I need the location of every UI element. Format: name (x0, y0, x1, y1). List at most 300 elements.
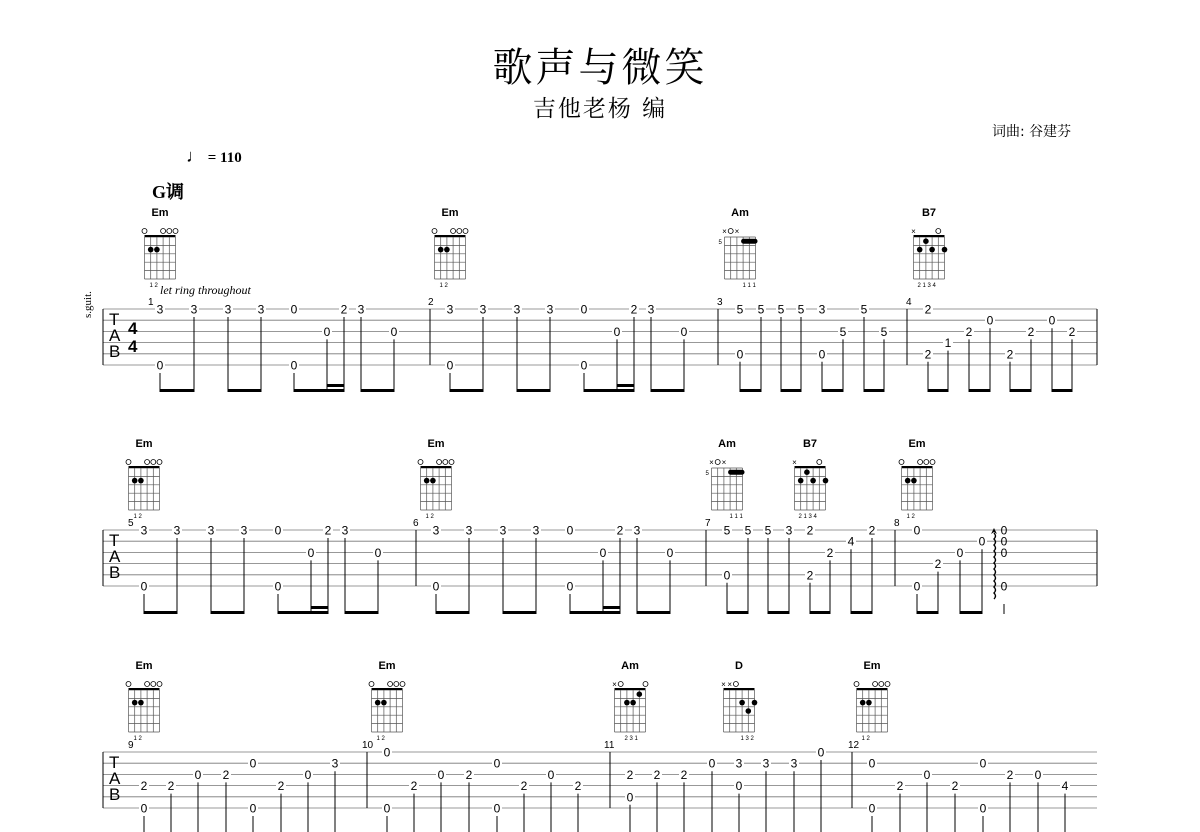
muted-string-icon: × (721, 680, 726, 689)
open-string-icon (817, 460, 822, 465)
fret-number: 0 (374, 545, 382, 560)
finger-dot (911, 478, 917, 484)
fret-number: 0 (383, 745, 391, 760)
key-signature-label: G调 (152, 182, 185, 202)
open-string-icon (157, 460, 162, 465)
fret-number: 2 (520, 779, 528, 794)
fret-number: 0 (140, 801, 148, 816)
fret-number: 3 (156, 302, 164, 317)
fret-number: 0 (566, 523, 574, 538)
fret-number: 5 (764, 523, 772, 538)
open-string-icon (449, 460, 454, 465)
measure-number: 7 (705, 518, 711, 529)
beam (822, 389, 843, 392)
chord-nut (615, 688, 646, 690)
fret-number: 2 (965, 324, 973, 339)
barre-bar (728, 470, 744, 475)
beam (637, 611, 670, 614)
fret-number: 0 (735, 779, 743, 794)
fret-number: 5 (757, 302, 765, 317)
finger-dot (624, 700, 630, 706)
beam (436, 611, 469, 614)
finger-dot (752, 700, 758, 706)
fret-number: 0 (390, 324, 398, 339)
fret-number: 3 (140, 523, 148, 538)
fret-number: 3 (240, 523, 248, 538)
finger-dot (810, 478, 816, 484)
fret-number: 5 (723, 523, 731, 538)
beam (584, 389, 634, 392)
beam (740, 389, 761, 392)
fret-number: 3 (513, 302, 521, 317)
tab-clef-letter: B (109, 342, 121, 361)
beam-secondary (327, 384, 344, 387)
fret-number: 0 (626, 790, 634, 805)
finger-dot (132, 478, 138, 484)
fret-number: 0 (666, 545, 674, 560)
fret-number: 0 (274, 579, 282, 594)
fret-number: 0 (493, 756, 501, 771)
finger-dot (798, 478, 804, 484)
beam (1010, 389, 1031, 392)
chord-nut (372, 688, 403, 690)
chord-fingering: 2 3 1 (624, 736, 638, 742)
beam (570, 611, 620, 614)
fret-number: 3 (647, 302, 655, 317)
fret-number: 2 (465, 767, 473, 782)
open-string-icon (161, 229, 166, 234)
fret-number: 5 (797, 302, 805, 317)
fret-number: 3 (499, 523, 507, 538)
fret-number: 3 (357, 302, 365, 317)
chord-nut (902, 466, 933, 468)
chord-fingering: 1 2 (149, 283, 158, 289)
open-string-icon (167, 229, 172, 234)
fret-number: 5 (736, 302, 744, 317)
finger-dot (860, 700, 866, 706)
muted-string-icon: × (721, 458, 727, 467)
muted-string-icon: × (727, 680, 733, 689)
fret-number: 0 (1000, 545, 1008, 560)
fret-number: 2 (653, 767, 661, 782)
arranger-credit: 吉他老杨 编 (532, 96, 668, 122)
fret-number: 5 (860, 302, 868, 317)
fret-number: 3 (532, 523, 540, 538)
open-string-icon (879, 682, 884, 687)
chord-name: Em (135, 438, 153, 450)
chord-fingering: 1 2 (425, 514, 434, 520)
fret-number: 0 (979, 801, 987, 816)
muted-string-icon: × (722, 227, 727, 236)
fret-number: 0 (923, 767, 931, 782)
measure-number: 10 (362, 740, 374, 751)
chord-name: B7 (802, 438, 818, 450)
fret-number: 2 (410, 779, 418, 794)
fret-number: 3 (465, 523, 473, 538)
chord-fingering: 1 2 (133, 736, 142, 742)
open-string-icon (618, 682, 623, 687)
chord-fingering: 1 1 1 (729, 514, 743, 520)
fret-number: 0 (818, 347, 826, 362)
fret-number: 3 (173, 523, 181, 538)
fret-number: 4 (1061, 779, 1069, 794)
fret-number: 3 (341, 523, 349, 538)
fret-number: 3 (446, 302, 454, 317)
fret-number: 0 (956, 545, 964, 560)
measure-number: 11 (604, 740, 615, 751)
open-string-icon (873, 682, 878, 687)
fret-number: 0 (432, 579, 440, 594)
beam (928, 389, 948, 392)
fret-number: 3 (257, 302, 265, 317)
let-ring-instruction: let ring throughout (160, 283, 251, 297)
fret-number: 2 (868, 523, 876, 538)
tempo-value: = 110 (207, 150, 242, 166)
fret-number: 2 (680, 767, 688, 782)
open-string-icon (643, 682, 648, 687)
fret-number: 3 (735, 756, 743, 771)
beam (294, 389, 344, 392)
fret-number: 2 (806, 568, 814, 583)
fret-number: 5 (839, 324, 847, 339)
fret-number: 2 (806, 523, 814, 538)
fret-number: 2 (1006, 347, 1014, 362)
fret-number: 2 (1027, 324, 1035, 339)
fret-number: 0 (274, 523, 282, 538)
open-string-icon (151, 460, 156, 465)
beam (1052, 389, 1072, 392)
fret-number: 3 (546, 302, 554, 317)
fret-number: 2 (616, 523, 624, 538)
fret-number: 0 (599, 545, 607, 560)
finger-dot (942, 247, 948, 253)
chord-nut (914, 235, 945, 237)
finger-dot (148, 247, 154, 253)
muted-string-icon: × (734, 227, 740, 236)
fret-number: 0 (986, 313, 994, 328)
beam (517, 389, 550, 392)
fret-number: 0 (290, 302, 298, 317)
time-signature-bottom: 4 (128, 337, 138, 356)
beam (969, 389, 990, 392)
fret-number: 0 (913, 523, 921, 538)
chord-fingering: 1 2 (376, 736, 385, 742)
fret-number: 4 (847, 534, 855, 549)
fret-number: 0 (249, 756, 257, 771)
finger-dot (804, 469, 810, 475)
open-string-icon (145, 460, 150, 465)
chord-fret-position: 5 (718, 240, 722, 246)
beam (781, 389, 801, 392)
beam (211, 611, 244, 614)
muted-string-icon: × (792, 458, 797, 467)
open-string-icon (457, 229, 462, 234)
fret-number: 0 (156, 358, 164, 373)
beam (144, 611, 177, 614)
muted-string-icon: × (911, 227, 916, 236)
fret-number: 0 (736, 347, 744, 362)
fret-number: 0 (290, 358, 298, 373)
tab-clef-letter: A (109, 547, 121, 566)
arpeggio-wave (994, 533, 996, 599)
fret-number: 3 (762, 756, 770, 771)
beam (851, 611, 872, 614)
finger-dot (154, 247, 160, 253)
open-string-icon (394, 682, 399, 687)
fret-number: 0 (194, 767, 202, 782)
open-string-icon (157, 682, 162, 687)
open-string-icon (126, 460, 131, 465)
chord-nut (421, 466, 452, 468)
beam-secondary (603, 606, 620, 609)
fret-number: 0 (1048, 313, 1056, 328)
beam (810, 611, 830, 614)
measure-number: 12 (848, 740, 860, 751)
fret-number: 0 (307, 545, 315, 560)
beam (960, 611, 982, 614)
tab-clef-letter: B (109, 563, 121, 582)
fret-number: 5 (880, 324, 888, 339)
muted-string-icon: × (612, 680, 617, 689)
fret-number: 3 (479, 302, 487, 317)
beam (727, 611, 748, 614)
fret-number: 2 (324, 523, 332, 538)
fret-number: 3 (190, 302, 198, 317)
chord-fingering: 1 2 (861, 736, 870, 742)
beam (768, 611, 789, 614)
fret-number: 0 (566, 579, 574, 594)
chord-nut (435, 235, 466, 237)
fret-number: 2 (626, 767, 634, 782)
fret-number: 2 (167, 779, 175, 794)
measure-number: 3 (717, 297, 723, 308)
chord-name: Am (731, 207, 749, 219)
fret-number: 2 (630, 302, 638, 317)
fret-number: 2 (951, 779, 959, 794)
beam (160, 389, 194, 392)
tab-clef-letter: T (109, 753, 120, 772)
chord-nut (857, 688, 888, 690)
open-string-icon (126, 682, 131, 687)
fret-number: 2 (277, 779, 285, 794)
fret-number: 0 (493, 801, 501, 816)
muted-string-icon: × (709, 458, 714, 467)
tab-clef-letter: T (109, 310, 120, 329)
open-string-icon (885, 682, 890, 687)
measure-number: 2 (428, 297, 434, 308)
open-string-icon (173, 229, 178, 234)
beam (651, 389, 684, 392)
open-string-icon (728, 229, 733, 234)
beam (228, 389, 261, 392)
fret-number: 0 (723, 568, 731, 583)
chord-fingering: 1 2 (133, 514, 142, 520)
open-string-icon (432, 229, 437, 234)
fret-number: 0 (1034, 767, 1042, 782)
chord-nut (145, 235, 176, 237)
finger-dot (739, 700, 745, 706)
fret-number: 0 (323, 324, 331, 339)
chord-name: Em (135, 660, 153, 672)
finger-dot (444, 247, 450, 253)
lyrics-music-credit: 词曲: 谷建芬 (992, 124, 1072, 140)
fret-number: 2 (574, 779, 582, 794)
fret-number: 0 (979, 756, 987, 771)
fret-number: 0 (1000, 523, 1008, 538)
fret-number: 2 (934, 557, 942, 572)
open-string-icon (400, 682, 405, 687)
finger-dot (132, 700, 138, 706)
fret-number: 0 (1000, 534, 1008, 549)
beam (345, 611, 378, 614)
barre-bar (741, 239, 757, 244)
chord-name: Em (908, 438, 926, 450)
open-string-icon (388, 682, 393, 687)
fret-number: 3 (224, 302, 232, 317)
beam (864, 389, 884, 392)
chord-name: Em (378, 660, 396, 672)
chord-name: Em (863, 660, 881, 672)
measure-number: 1 (148, 297, 154, 308)
fret-number: 2 (924, 302, 932, 317)
fret-number: 3 (785, 523, 793, 538)
open-string-icon (418, 460, 423, 465)
finger-dot (138, 700, 144, 706)
chord-nut (795, 466, 826, 468)
fret-number: 2 (140, 779, 148, 794)
finger-dot (866, 700, 872, 706)
chord-fret-position: 5 (705, 471, 709, 477)
chord-name: Em (441, 207, 459, 219)
open-string-icon (918, 460, 923, 465)
beam (361, 389, 394, 392)
fret-number: 1 (944, 336, 952, 351)
fret-number: 2 (896, 779, 904, 794)
open-string-icon (437, 460, 442, 465)
finger-dot (630, 700, 636, 706)
open-string-icon (369, 682, 374, 687)
fret-number: 3 (207, 523, 215, 538)
open-string-icon (715, 460, 720, 465)
fret-number: 2 (222, 767, 230, 782)
finger-dot (424, 478, 430, 484)
beam-secondary (311, 606, 328, 609)
fret-number: 0 (580, 358, 588, 373)
fret-number: 0 (978, 534, 986, 549)
measure-number: 6 (413, 518, 419, 529)
fret-number: 3 (818, 302, 826, 317)
fret-number: 0 (446, 358, 454, 373)
fret-number: 0 (437, 767, 445, 782)
fret-number: 2 (1006, 767, 1014, 782)
fret-number: 0 (140, 579, 148, 594)
beam (503, 611, 536, 614)
finger-dot (138, 478, 144, 484)
fret-number: 2 (826, 545, 834, 560)
chord-name: Em (427, 438, 445, 450)
finger-dot (430, 478, 436, 484)
chord-fingering: 1 3 2 (740, 736, 754, 742)
chord-fingering: 1 1 1 (742, 283, 756, 289)
finger-dot (746, 708, 752, 714)
fret-number: 0 (249, 801, 257, 816)
chord-name: Am (621, 660, 639, 672)
tab-clef-letter: T (109, 531, 120, 550)
fret-number: 0 (868, 801, 876, 816)
chord-name: B7 (921, 207, 937, 219)
time-signature-top: 4 (128, 319, 138, 338)
fret-number: 0 (868, 756, 876, 771)
fret-number: 3 (633, 523, 641, 538)
fret-number: 0 (817, 745, 825, 760)
fret-number: 5 (744, 523, 752, 538)
fret-number: 3 (790, 756, 798, 771)
open-string-icon (142, 229, 147, 234)
fret-number: 3 (331, 756, 339, 771)
fret-number: 0 (304, 767, 312, 782)
open-string-icon (451, 229, 456, 234)
measure-number: 4 (906, 297, 912, 308)
finger-dot (917, 247, 923, 253)
measure-number: 8 (894, 518, 900, 529)
fret-number: 0 (913, 579, 921, 594)
beam (278, 611, 328, 614)
open-string-icon (733, 682, 738, 687)
chord-fingering: 1 2 (906, 514, 915, 520)
beam (917, 611, 938, 614)
finger-dot (929, 247, 935, 253)
measure-number: 9 (128, 740, 134, 751)
fret-number: 2 (340, 302, 348, 317)
instrument-name: s.guit. (82, 291, 94, 318)
tab-clef-letter: A (109, 326, 121, 345)
finger-dot (438, 247, 444, 253)
fret-number: 3 (432, 523, 440, 538)
chord-fingering: 2 1 3 4 (917, 283, 936, 289)
open-string-icon (463, 229, 468, 234)
finger-dot (823, 478, 829, 484)
open-string-icon (930, 460, 935, 465)
fret-number: 0 (547, 767, 555, 782)
chord-fingering: 1 2 (439, 283, 448, 289)
chord-nut (129, 688, 160, 690)
open-string-icon (924, 460, 929, 465)
chord-fingering: 2 1 3 4 (798, 514, 817, 520)
chord-nut (129, 466, 160, 468)
fret-number: 0 (383, 801, 391, 816)
open-string-icon (145, 682, 150, 687)
fret-number: 0 (708, 756, 716, 771)
tab-clef-letter: A (109, 769, 121, 788)
open-string-icon (151, 682, 156, 687)
fret-number: 0 (1000, 579, 1008, 594)
finger-dot (637, 691, 643, 697)
finger-dot (923, 238, 929, 244)
fret-number: 0 (680, 324, 688, 339)
chord-name: Em (151, 207, 169, 219)
open-string-icon (936, 229, 941, 234)
measure-number: 5 (128, 518, 134, 529)
open-string-icon (854, 682, 859, 687)
finger-dot (375, 700, 381, 706)
beam-secondary (617, 384, 634, 387)
tab-clef-letter: B (109, 785, 121, 804)
fret-number: 2 (924, 347, 932, 362)
chord-name: D (735, 660, 743, 672)
fret-number: 5 (777, 302, 785, 317)
quarter-note-icon: ♩ (186, 146, 204, 166)
fret-number: 0 (613, 324, 621, 339)
